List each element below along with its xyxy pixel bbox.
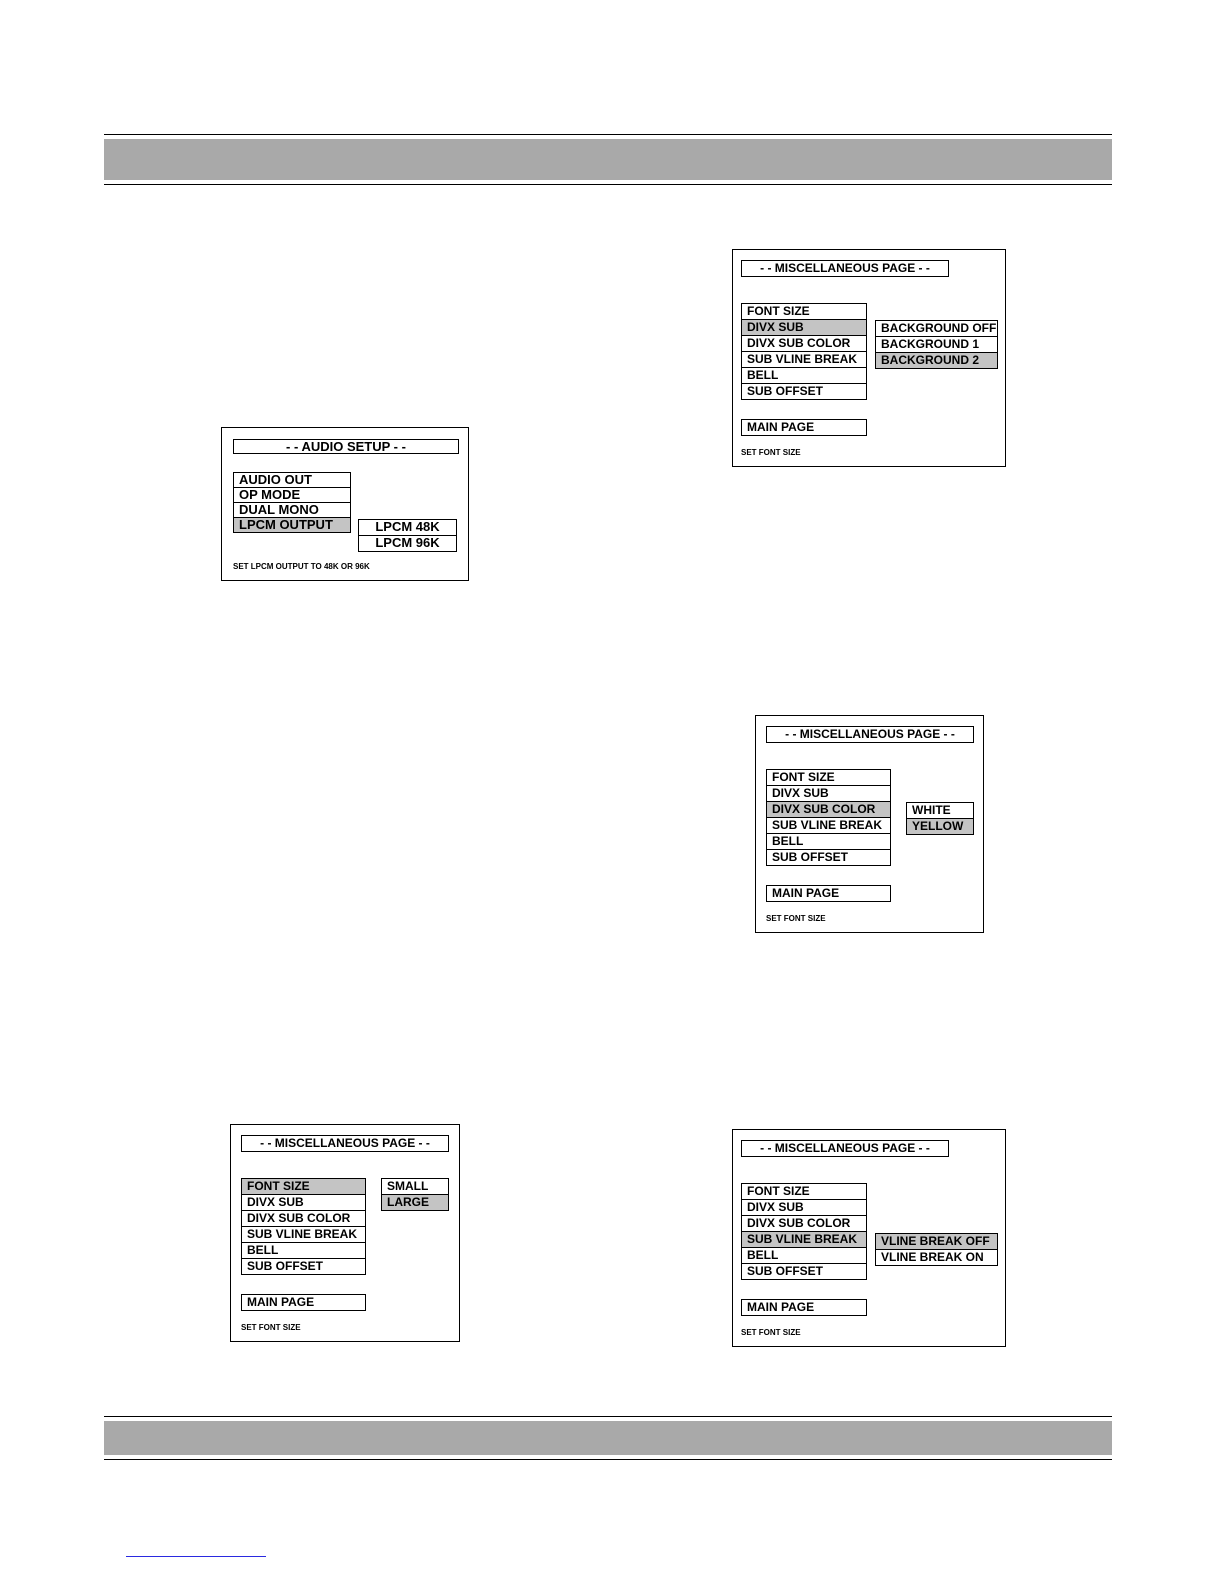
misc-hint: SET FONT SIZE [766, 914, 826, 923]
misc-options [906, 802, 974, 835]
misc-menu [241, 1178, 366, 1275]
option-background-1[interactable]: BACKGROUND 1 [875, 336, 998, 353]
option-lpcm-96k[interactable]: LPCM 96K [358, 535, 457, 552]
misc-menu [766, 769, 891, 866]
misc-page-title: - - MISCELLANEOUS PAGE - - [766, 726, 974, 743]
menu-item-sub-offset[interactable]: SUB OFFSET [741, 383, 867, 400]
footer-link-underline[interactable] [126, 1556, 266, 1557]
option-vline-break-off[interactable]: VLINE BREAK OFF [875, 1233, 998, 1250]
misc-options [381, 1178, 449, 1211]
menu-item-divx-sub-color[interactable]: DIVX SUB COLOR [741, 1215, 867, 1232]
option-white[interactable]: WHITE [906, 802, 974, 819]
option-lpcm-48k[interactable]: LPCM 48K [358, 519, 457, 536]
menu-item-bell[interactable]: BELL [741, 367, 867, 384]
misc-page-title: - - MISCELLANEOUS PAGE - - [241, 1135, 449, 1152]
footer-rule-bottom [104, 1459, 1112, 1460]
audio-setup-hint: SET LPCM OUTPUT TO 48K OR 96K [233, 562, 370, 571]
main-page-button[interactable]: MAIN PAGE [741, 419, 867, 436]
menu-item-sub-offset[interactable]: SUB OFFSET [766, 849, 891, 866]
menu-item-sub-vline-break[interactable]: SUB VLINE BREAK [766, 817, 891, 834]
menu-item-dual-mono[interactable]: DUAL MONO [233, 502, 351, 518]
menu-item-font-size[interactable]: FONT SIZE [766, 769, 891, 786]
menu-item-audio-out[interactable]: AUDIO OUT [233, 472, 351, 488]
menu-item-sub-vline-break[interactable]: SUB VLINE BREAK [741, 351, 867, 368]
header-rule-bottom [104, 184, 1112, 185]
menu-item-bell[interactable]: BELL [241, 1242, 366, 1259]
misc-page-panel-vline-break [732, 1129, 1006, 1347]
misc-options [875, 320, 998, 369]
menu-item-bell[interactable]: BELL [741, 1247, 867, 1264]
option-small[interactable]: SMALL [381, 1178, 449, 1195]
menu-item-bell[interactable]: BELL [766, 833, 891, 850]
misc-page-panel-divx-sub-color [755, 715, 984, 933]
main-page-button[interactable]: MAIN PAGE [241, 1294, 366, 1311]
footer-band [104, 1421, 1112, 1455]
audio-setup-menu [233, 472, 351, 533]
menu-item-divx-sub-color[interactable]: DIVX SUB COLOR [766, 801, 891, 818]
menu-item-divx-sub[interactable]: DIVX SUB [241, 1194, 366, 1211]
menu-item-sub-vline-break[interactable]: SUB VLINE BREAK [241, 1226, 366, 1243]
menu-item-sub-offset[interactable]: SUB OFFSET [741, 1263, 867, 1280]
header-band [104, 139, 1112, 180]
menu-item-divx-sub-color[interactable]: DIVX SUB COLOR [741, 335, 867, 352]
menu-item-lpcm-output[interactable]: LPCM OUTPUT [233, 517, 351, 533]
audio-setup-panel [221, 427, 469, 581]
header-rule-top [104, 134, 1112, 135]
misc-page-panel-divx-sub [732, 249, 1006, 467]
audio-setup-options [358, 519, 457, 552]
misc-page-title: - - MISCELLANEOUS PAGE - - [741, 1140, 949, 1157]
menu-item-divx-sub[interactable]: DIVX SUB [741, 319, 867, 336]
option-vline-break-on[interactable]: VLINE BREAK ON [875, 1249, 998, 1266]
menu-item-op-mode[interactable]: OP MODE [233, 487, 351, 503]
misc-page-panel-font-size [230, 1124, 460, 1342]
menu-item-divx-sub-color[interactable]: DIVX SUB COLOR [241, 1210, 366, 1227]
option-background-off[interactable]: BACKGROUND OFF [875, 320, 998, 337]
main-page-button[interactable]: MAIN PAGE [741, 1299, 867, 1316]
menu-item-font-size[interactable]: FONT SIZE [741, 303, 867, 320]
misc-hint: SET FONT SIZE [241, 1323, 301, 1332]
main-page-button[interactable]: MAIN PAGE [766, 885, 891, 902]
menu-item-sub-offset[interactable]: SUB OFFSET [241, 1258, 366, 1275]
misc-page-title: - - MISCELLANEOUS PAGE - - [741, 260, 949, 277]
footer-rule-top [104, 1416, 1112, 1417]
misc-hint: SET FONT SIZE [741, 448, 801, 457]
menu-item-divx-sub[interactable]: DIVX SUB [766, 785, 891, 802]
misc-hint: SET FONT SIZE [741, 1328, 801, 1337]
option-large[interactable]: LARGE [381, 1194, 449, 1211]
menu-item-divx-sub[interactable]: DIVX SUB [741, 1199, 867, 1216]
misc-options [875, 1233, 998, 1266]
option-yellow[interactable]: YELLOW [906, 818, 974, 835]
misc-menu [741, 303, 867, 400]
misc-menu [741, 1183, 867, 1280]
audio-setup-title: - - AUDIO SETUP - - [233, 439, 459, 454]
menu-item-font-size[interactable]: FONT SIZE [741, 1183, 867, 1200]
option-background-2[interactable]: BACKGROUND 2 [875, 352, 998, 369]
menu-item-sub-vline-break[interactable]: SUB VLINE BREAK [741, 1231, 867, 1248]
menu-item-font-size[interactable]: FONT SIZE [241, 1178, 366, 1195]
